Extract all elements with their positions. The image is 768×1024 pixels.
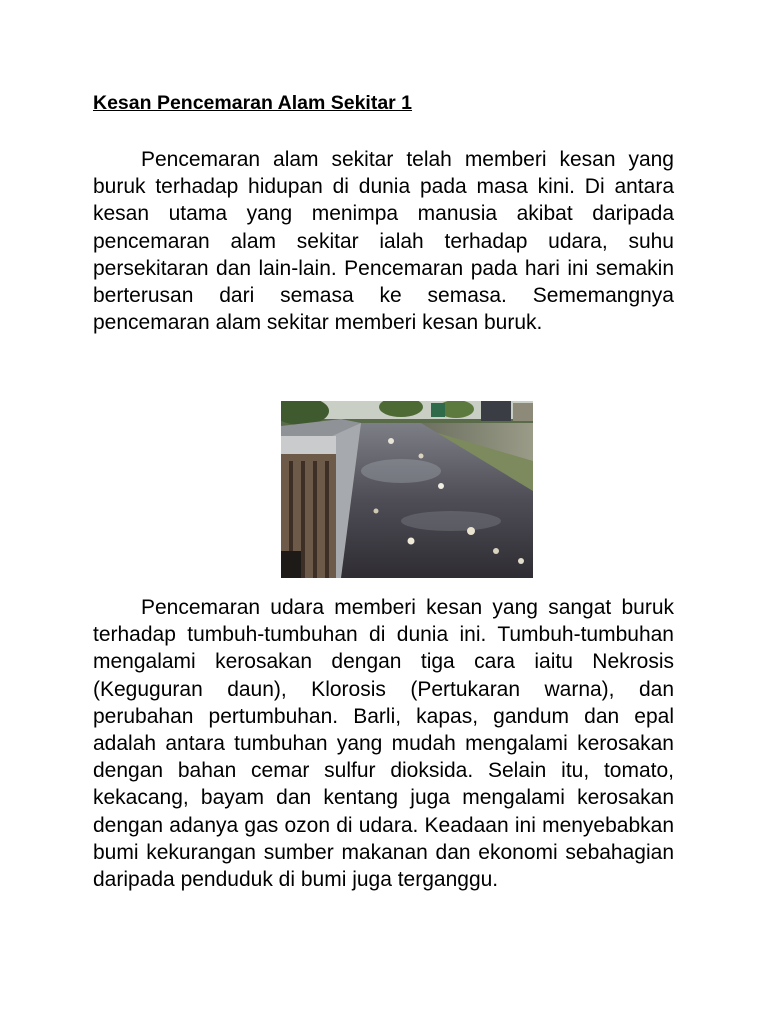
paragraph-1: Pencemaran alam sekitar telah memberi kesan yang buruk terhadap hidupan di dunia pada masa kini. Di antara kesan utama yang menimpa manusia akibat daripada pencemaran alam sekitar ialah terhadap udara, suhu persekitaran dan lain-lain. Pencemaran pada hari ini semakin berterusan dari semasa ke semasa. Sememangnya pencemaran alam sekitar memberi kesan buruk. bbox=[93, 148, 674, 335]
polluted-river-photo bbox=[281, 401, 533, 578]
paragraph-2: Pencemaran udara memberi kesan yang sangat buruk terhadap tumbuh-tumbuhan di dunia ini. Tumbuh-tumbuhan mengalami kerosakan dengan tiga cara iaitu Nekrosis (Keguguran daun), Klorosis (Pertukaran warna), dan perubahan pertumbuhan. Barli, kapas, gandum dan epal adalah antara tumbuhan yang mudah mengalami kerosakan dengan bahan cemar sulfur dioksida. Selain itu, tomato, kekacang, bayam dan kentang juga mengalami kerosakan dengan adanya gas ozon di udara. Keadaan ini menyebabkan bumi kekurangan sumber makanan dan ekonomi sebahagian daripada penduduk di bumi juga terganggu. bbox=[93, 596, 674, 892]
document-title: Kesan Pencemaran Alam Sekitar 1 bbox=[93, 92, 413, 114]
